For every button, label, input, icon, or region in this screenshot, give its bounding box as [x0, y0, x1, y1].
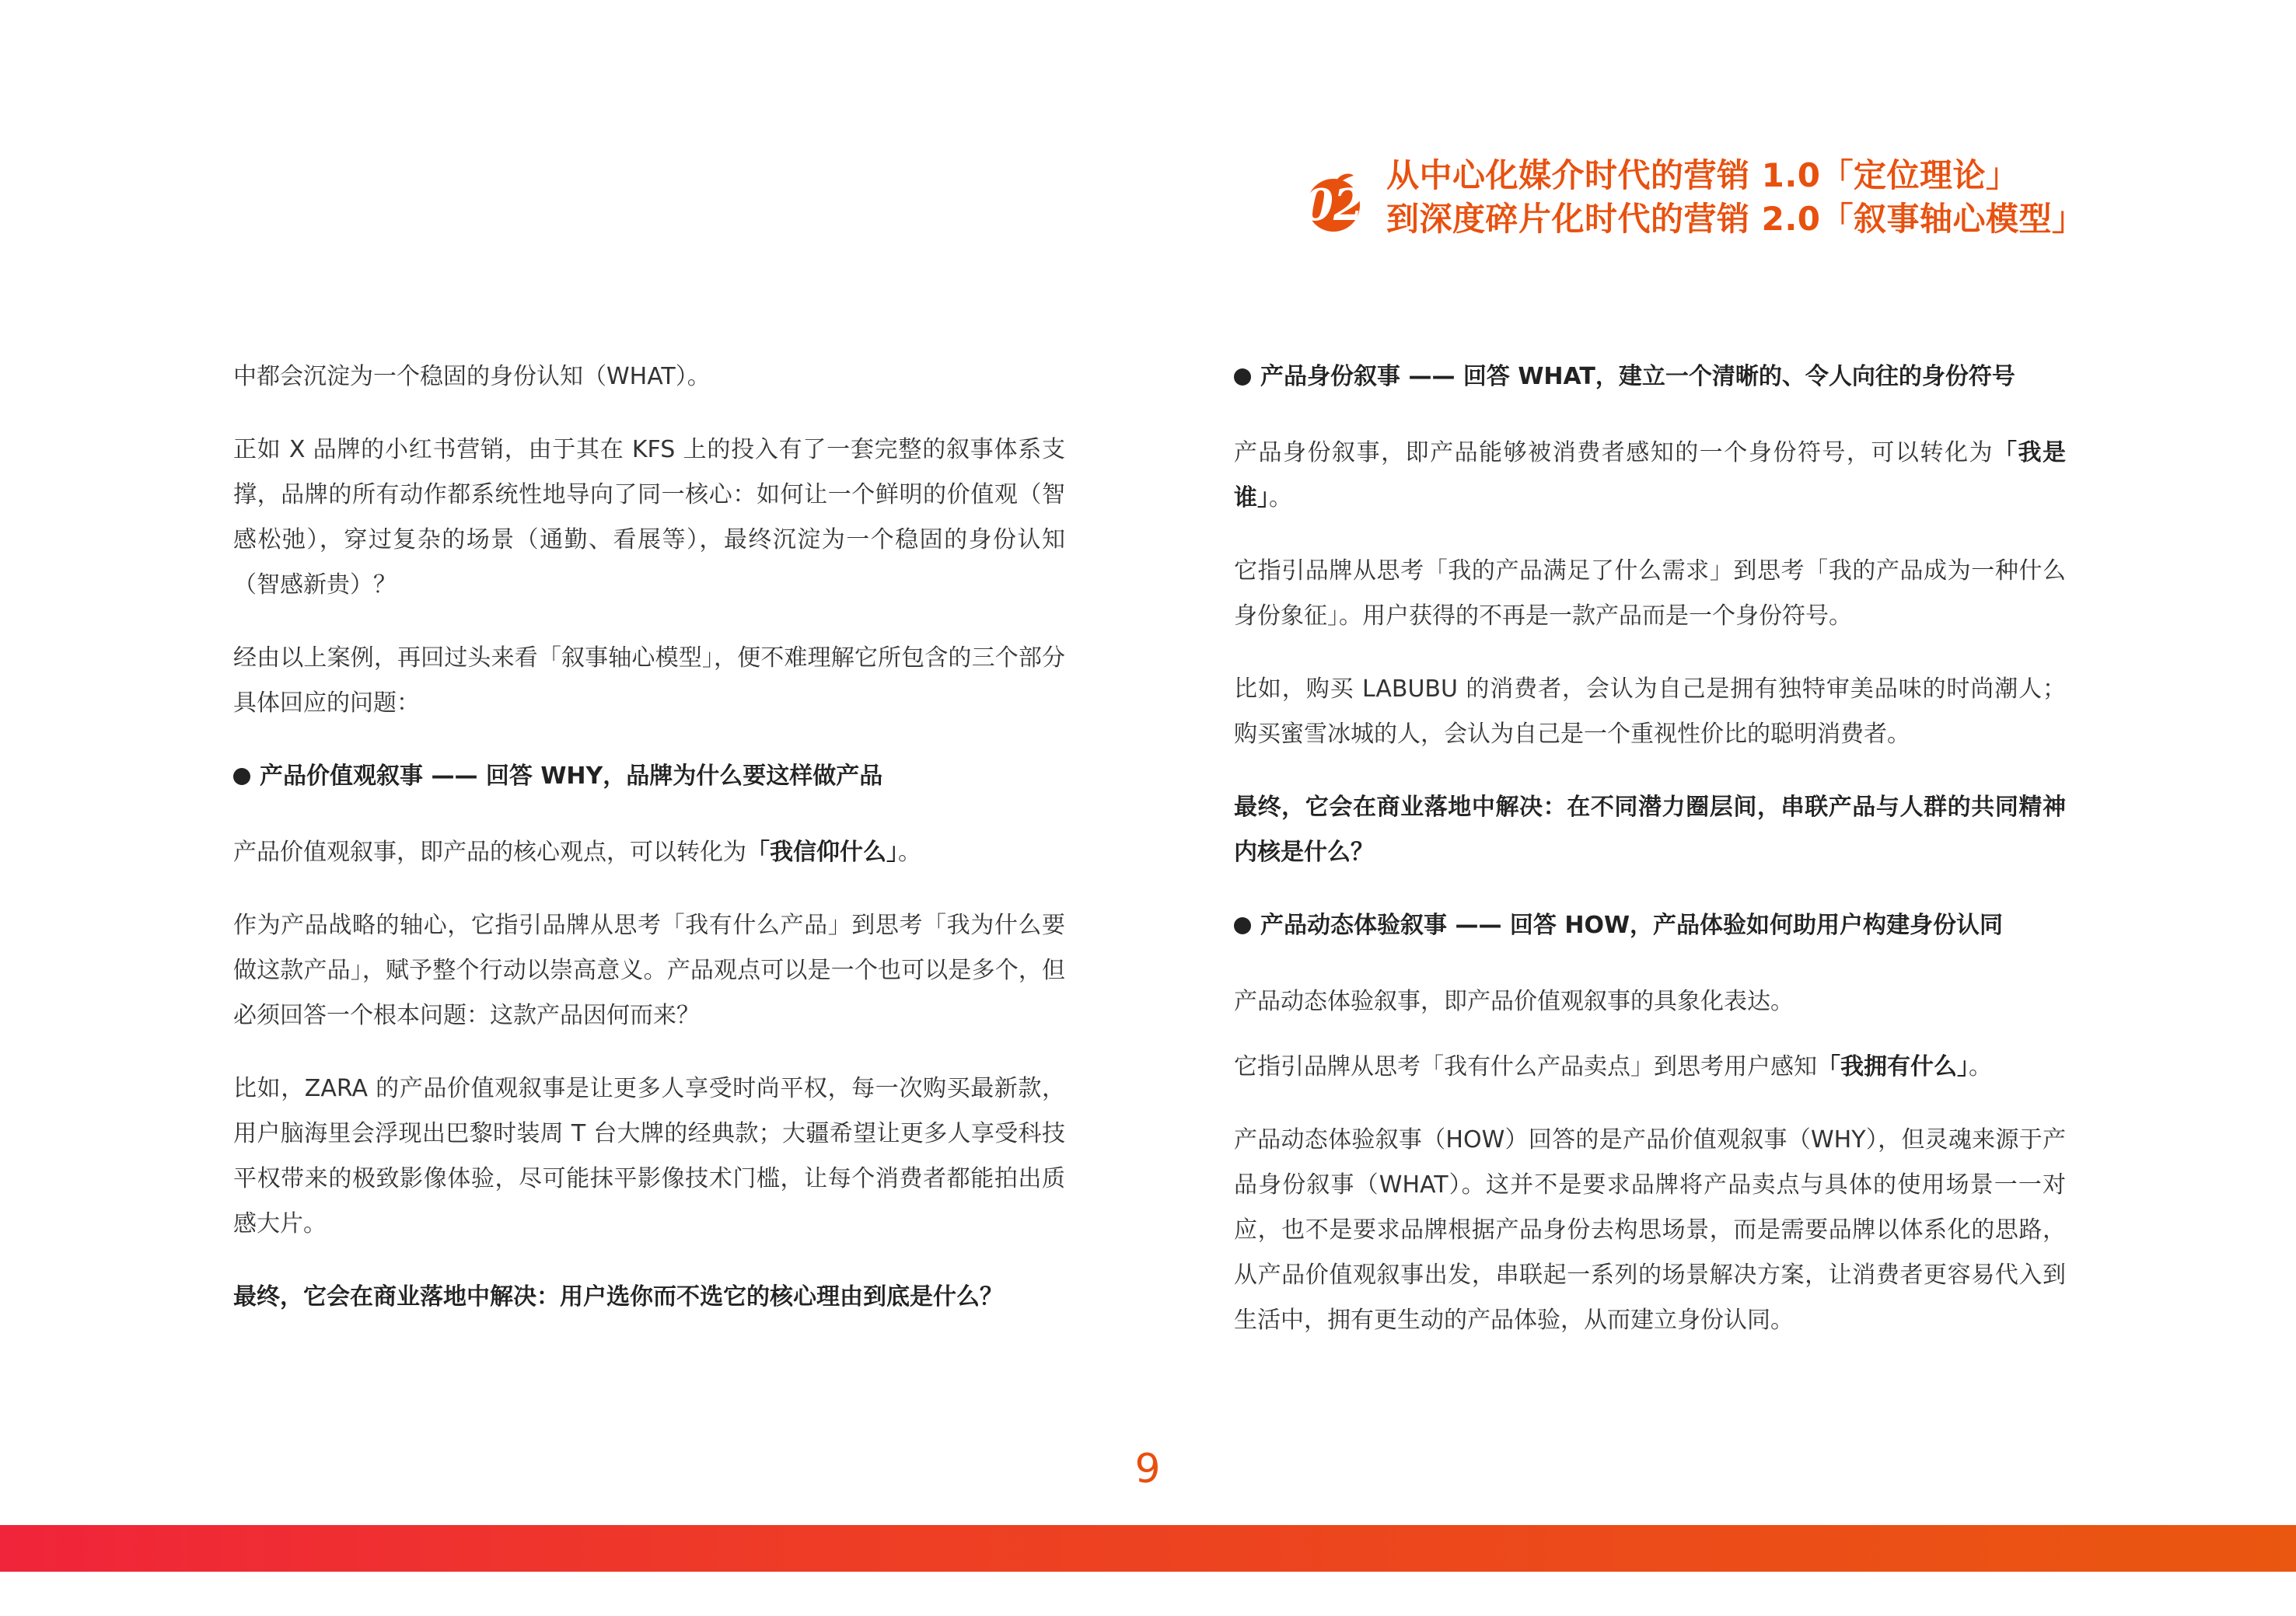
- footer-gradient-bar: [0, 1525, 2296, 1572]
- section-heading-why: [233, 754, 1065, 799]
- conclusion-paragraph: 最终，它会在商业落地中解决：用户选你而不选它的核心理由到底是什么？: [233, 1283, 1003, 1311]
- section-heading-how: [1234, 903, 2066, 948]
- text: 。: [1269, 484, 1292, 511]
- bullet-icon: [1234, 368, 1251, 386]
- paragraph: [233, 830, 1065, 875]
- page-number: 9: [1134, 1446, 1161, 1492]
- paragraph: [1234, 431, 2066, 521]
- paragraph: 中都会沉淀为一个稳固的身份认知（WHAT）。: [233, 363, 711, 390]
- bullet-icon: [1234, 917, 1251, 934]
- paragraph: [1234, 1045, 2066, 1090]
- chapter-title: [1386, 154, 2085, 241]
- section-heading-text: 产品价值观叙事 —— 回答 WHY，品牌为什么要这样做产品: [260, 763, 883, 790]
- chapter-title-line-2: 到深度碎片化时代的营销 2.0「叙事轴心模型」: [1386, 200, 2085, 238]
- paragraph: 比如，ZARA 的产品价值观叙事是让更多人享受时尚平权，每一次购买最新款，用户脑海里会浮现出巴黎时装周 T 台大牌的经典款；大疆希望让更多人享受科技平权带来的极致影像体验，尽可能抹平影像技术门槛，让每个消费者都能拍出质感大片。: [233, 1075, 1065, 1237]
- paragraph: 正如 X 品牌的小红书营销，由于其在 KFS 上的投入有了一套完整的叙事体系支撑，品牌的所有动作都系统性地导向了同一核心：如何让一个鲜明的价值观（智感松弛），穿过复杂的场景（通勤、看展等），最终沉淀为一个稳固的身份认知（智感新贵）？: [233, 436, 1065, 599]
- paragraph: 产品动态体验叙事（HOW）回答的是产品价值观叙事（WHY），但灵魂来源于产品身份叙事（WHAT）。这并不是要求品牌将产品卖点与具体的使用场景一一对应，也不是要求品牌根据产品身份去构思场景，而是需要品牌以体系化的思路，从产品价值观叙事出发，串联起一系列的场景解决方案，让消费者更容易代入到生活中，拥有更生动的产品体验，从而建立身份认同。: [1234, 1126, 2066, 1334]
- emphasis-text: 「我信仰什么」: [746, 839, 898, 866]
- paragraph: 作为产品战略的轴心，它指引品牌从思考「我有什么产品」到思考「我为什么要做这款产品」，赋予整个行动以崇高意义。产品观点可以是一个也可以是多个，但必须回答一个根本问题：这款产品因何而来？: [233, 912, 1065, 1029]
- right-column: [1234, 354, 2066, 1371]
- section-heading-text: 产品动态体验叙事 —— 回答 HOW，产品体验如何助用户构建身份认同: [1260, 912, 2004, 939]
- chapter-badge: [1302, 171, 1365, 233]
- emphasis-text: 「我是谁」: [1234, 439, 2066, 511]
- chapter-title-line-1: 从中心化媒介时代的营销 1.0「定位理论」: [1386, 156, 2019, 194]
- section-heading-text: 产品身份叙事 —— 回答 WHAT，建立一个清晰的、令人向往的身份符号: [1260, 363, 2015, 390]
- section-heading-what: [1234, 354, 2066, 400]
- text: 产品价值观叙事，即产品的核心观点，可以转化为: [233, 839, 746, 866]
- chapter-header: [1302, 154, 2111, 255]
- chapter-number: 02: [1303, 180, 1364, 231]
- paragraph: 产品动态体验叙事，即产品价值观叙事的具象化表达。: [1234, 988, 1794, 1015]
- left-column: [233, 354, 1065, 1348]
- text: 。: [898, 839, 921, 866]
- bullet-icon: [233, 768, 250, 785]
- paragraph: 比如，购买 LABUBU 的消费者，会认为自己是拥有独特审美品味的时尚潮人；购买蜜雪冰城的人，会认为自己是一个重视性价比的聪明消费者。: [1234, 675, 2066, 748]
- paragraph: 它指引品牌从思考「我的产品满足了什么需求」到思考「我的产品成为一种什么身份象征」。用户获得的不再是一款产品而是一个身份符号。: [1234, 557, 2066, 630]
- text: 。: [1969, 1053, 1992, 1080]
- text: 它指引品牌从思考「我有什么产品卖点」到思考用户感知: [1234, 1053, 1817, 1080]
- conclusion-paragraph: 最终，它会在商业落地中解决：在不同潜力圈层间，串联产品与人群的共同精神内核是什么？: [1234, 794, 2066, 866]
- emphasis-text: 「我拥有什么」: [1817, 1053, 1969, 1080]
- text: 产品身份叙事，即产品能够被消费者感知的一个身份符号，可以转化为: [1234, 439, 1994, 466]
- paragraph: 经由以上案例，再回过头来看「叙事轴心模型」，便不难理解它所包含的三个部分具体回应的问题：: [233, 644, 1065, 717]
